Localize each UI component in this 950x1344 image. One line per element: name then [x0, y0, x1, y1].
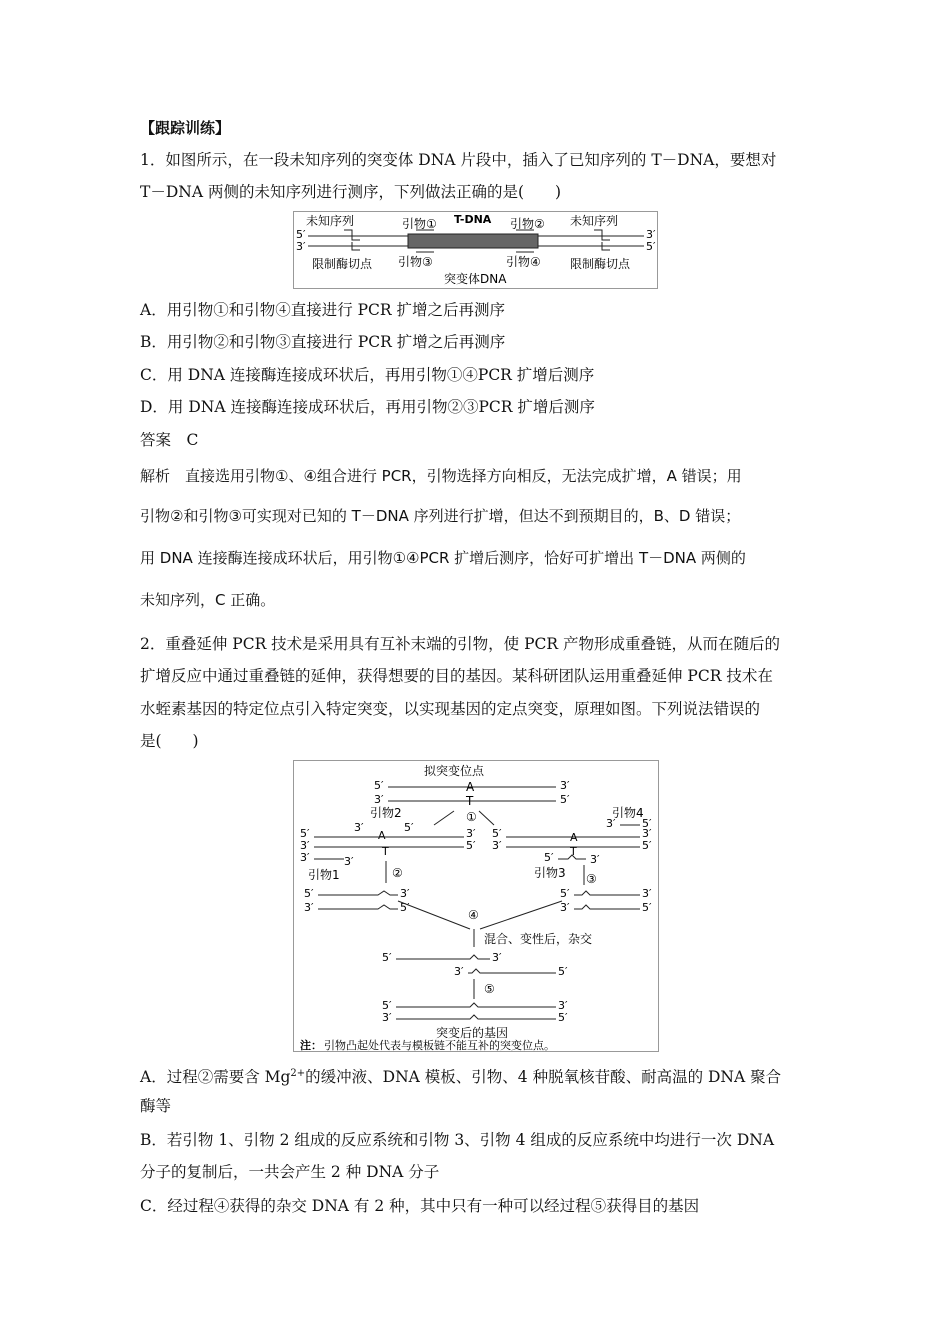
end-5: 5′	[382, 951, 392, 964]
end-5: 5′	[304, 887, 314, 900]
q2-option-a-superscript: 2+	[290, 1068, 306, 1079]
base-a-left: A	[378, 829, 386, 842]
end-3: 3′	[304, 901, 314, 914]
cut-site-left-label: 限制酶切点	[312, 257, 373, 271]
arrow-step-1-right	[479, 811, 494, 825]
base-a-top: A	[466, 780, 475, 794]
q2-stem-line-3: 水蛭素基因的特定位点引入特定突变，以实现基因的定点突变，原理如图。下列说法错误的	[140, 700, 761, 718]
tdna-insert	[408, 234, 538, 248]
primer-4-label: 引物④	[506, 255, 541, 269]
arrow-step-1-left	[434, 811, 454, 825]
q1-option-d: D．用 DNA 连接酶连接成环状后，再用引物②③PCR 扩增后测序	[140, 398, 595, 416]
site-title: 拟突变位点	[424, 764, 485, 778]
end-5: 5′	[544, 851, 554, 864]
end-3-left-bottom: 3′	[296, 240, 306, 253]
end-5: 5′	[558, 965, 568, 978]
end-5: 5′	[374, 779, 384, 792]
unknown-seq-left: 未知序列	[306, 214, 355, 228]
end-3: 3′	[354, 821, 364, 834]
end-3: 3′	[454, 965, 464, 978]
end-3: 3′	[560, 901, 570, 914]
end-5: 5′	[466, 839, 476, 852]
end-3: 3′	[466, 827, 476, 840]
q2-stem-line-1: 2．重叠延伸 PCR 技术是采用具有互补末端的引物，使 PCR 产物形成重叠链，从而在随后的	[140, 635, 780, 653]
end-5: 5′	[558, 1011, 568, 1024]
end-3: 3′	[300, 851, 310, 864]
end-3: 3′	[492, 839, 502, 852]
step-3-label: ③	[586, 872, 597, 886]
q1-stem-line-2: T－DNA 两侧的未知序列进行测序，下列做法正确的是( )	[140, 183, 562, 201]
end-3: 3′	[642, 887, 652, 900]
end-5: 5′	[300, 827, 310, 840]
q1-answer: 答案 C	[140, 431, 199, 449]
mix-label: 混合、变性后，杂交	[484, 932, 593, 946]
mutant-dna-diagram	[294, 212, 657, 288]
merge-line-right	[480, 901, 562, 929]
cut-site-right-label: 限制酶切点	[570, 257, 631, 271]
end-5: 5′	[560, 887, 570, 900]
q1-analysis-line-3: 用 DNA 连接酶连接成环状后，用引物①④PCR 扩增后测序，恰好可扩增出 T－DNA 两侧的	[140, 549, 746, 567]
tdna-label: T-DNA	[454, 213, 492, 226]
base-a-right: A	[570, 831, 578, 844]
step-5-label: ⑤	[484, 982, 495, 996]
end-3: 3′	[374, 793, 384, 806]
unknown-seq-right: 未知序列	[570, 214, 619, 228]
q2-option-a-part-1: A．过程②需要含 Mg	[140, 1068, 291, 1087]
note-text: 引物凸起处代表与模板链不能互补的突变位点。	[324, 1039, 555, 1051]
primer-1-label: 引物①	[402, 217, 437, 231]
merge-line-left	[398, 901, 470, 929]
q1-analysis-line-1: 解析 直接选用引物①、④组合进行 PCR，引物选择方向相反，无法完成扩增，A 错误；用	[140, 467, 742, 485]
q1-option-c: C．用 DNA 连接酶连接成环状后，再用引物①④PCR 扩增后测序	[140, 366, 595, 384]
end-3: 3′	[300, 839, 310, 852]
end-5: 5′	[404, 821, 414, 834]
base-t-right: T	[570, 845, 577, 858]
q2-option-b-line-2: 分子的复制后，一共会产生 2 种 DNA 分子	[140, 1163, 440, 1181]
base-t-top: T	[466, 794, 474, 808]
q2-option-a-part-2: 的缓冲液、DNA 模板、引物、4 种脱氧核苷酸、耐高温的 DNA 聚合	[305, 1068, 782, 1087]
end-5: 5′	[642, 839, 652, 852]
section-title: 【跟踪训练】	[140, 119, 231, 137]
q2-figure	[293, 760, 659, 1052]
end-3: 3′	[344, 855, 354, 868]
q1-analysis-line-4: 未知序列，C 正确。	[140, 591, 276, 609]
q2-stem-line-4: 是( )	[140, 732, 199, 750]
end-3: 3′	[400, 887, 410, 900]
end-3: 3′	[590, 853, 600, 866]
q1-option-b: B．用引物②和引物③直接进行 PCR 扩增之后再测序	[140, 333, 506, 351]
end-3: 3′	[560, 779, 570, 792]
end-5-right-bottom: 5′	[646, 240, 656, 253]
end-3: 3′	[642, 827, 652, 840]
q2-option-a-line-2: 酶等	[140, 1097, 172, 1115]
end-5: 5′	[642, 901, 652, 914]
end-3: 3′	[558, 999, 568, 1012]
q2-stem-line-2: 扩增反应中通过重叠链的延伸，获得想要的目的基因。某科研团队运用重叠延伸 PCR 技术在	[140, 667, 773, 685]
q2-option-a-line-1	[140, 1064, 781, 1087]
q1-stem-line-1: 1．如图所示，在一段未知序列的突变体 DNA 片段中，插入了已知序列的 T－DNA，要想对	[140, 151, 777, 169]
overlap-pcr-diagram	[294, 761, 658, 1051]
end-3: 3′	[382, 1011, 392, 1024]
end-5: 5′	[560, 793, 570, 806]
primer-4-label: 引物4	[612, 806, 644, 820]
primer-1-label: 引物1	[308, 868, 340, 882]
primer-3-label: 引物③	[398, 255, 433, 269]
end-5: 5′	[382, 999, 392, 1012]
q1-analysis-line-2: 引物②和引物③可实现对已知的 T－DNA 序列进行扩增，但达不到预期目的，B、D 错误；	[140, 507, 741, 525]
primer-2-label: 引物②	[510, 217, 545, 231]
step-4-label: ④	[468, 908, 479, 922]
end-5: 5′	[642, 817, 652, 830]
end-5: 5′	[400, 901, 410, 914]
primer-2-label: 引物2	[370, 806, 402, 820]
end-3: 3′	[492, 951, 502, 964]
base-t-left: T	[382, 845, 389, 858]
step-1-label: ①	[466, 810, 477, 824]
cut-site-right-top	[594, 230, 610, 240]
q2-option-c-line-1: C．经过程④获得的杂交 DNA 有 2 种，其中只有一种可以经过程⑤获得目的基因	[140, 1197, 700, 1215]
q1-figure	[293, 211, 658, 289]
q2-option-b-line-1: B．若引物 1、引物 2 组成的反应系统和引物 3、引物 4 组成的反应系统中均进行一次 DNA	[140, 1131, 775, 1149]
end-5: 5′	[492, 827, 502, 840]
end-3-right-top: 3′	[646, 228, 656, 241]
note-label: 注：	[300, 1039, 322, 1051]
figure-1-caption: 突变体DNA	[444, 272, 507, 286]
step-2-label: ②	[392, 866, 403, 880]
end-3: 3′	[606, 817, 616, 830]
end-5-left-top: 5′	[296, 228, 306, 241]
cut-site-left-top	[344, 230, 360, 240]
result-label: 突变后的基因	[436, 1026, 509, 1040]
q1-option-a: A．用引物①和引物④直接进行 PCR 扩增之后再测序	[140, 301, 506, 319]
primer-3-label: 引物3	[534, 866, 566, 880]
